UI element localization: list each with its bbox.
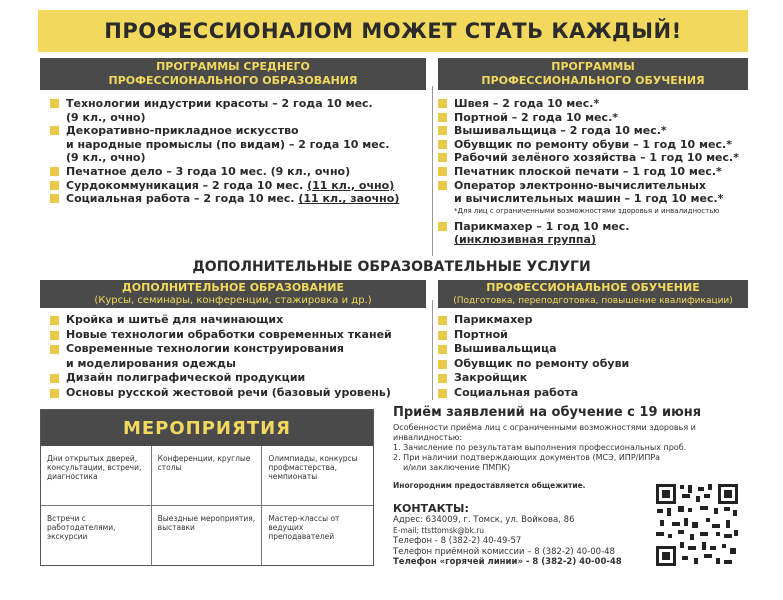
event-cell: Дни открытых дверей, консультации, встречи, диагностика xyxy=(41,446,152,506)
list-item: Парикмахер – 1 год 10 мес. (инклюзивная группа) xyxy=(438,220,758,247)
event-cell: Выездные мероприятия, выставки xyxy=(152,506,263,566)
bullet-icon xyxy=(438,126,447,135)
bullet-icon xyxy=(438,222,447,231)
spo-list xyxy=(50,97,430,206)
bullet-icon xyxy=(438,374,447,383)
list-item: Портной – 2 года 10 мес.* xyxy=(438,111,758,125)
bullet-icon xyxy=(50,374,59,383)
column-divider xyxy=(432,86,433,256)
list-item: Технологии индустрии красоты – 2 года 10 мес. (9 кл., очно) xyxy=(50,97,430,124)
bullet-icon xyxy=(438,167,447,176)
bullet-icon xyxy=(50,126,59,135)
spo-header xyxy=(40,58,426,90)
contact-address: Адрес: 634009, г. Томск, ул. Войкова, 86 xyxy=(393,515,575,525)
bullet-icon xyxy=(50,167,59,176)
column-divider xyxy=(432,300,433,400)
list-item: Социальная работа – 2 года 10 мес. (11 кл., заочно) xyxy=(50,192,430,206)
list-item: Вышивальщица – 2 года 10 мес.* xyxy=(438,124,758,138)
prof-list xyxy=(438,313,758,400)
list-item: Вышивальщица xyxy=(438,342,758,357)
contacts xyxy=(393,502,658,568)
events-title: МЕРОПРИЯТИЯ xyxy=(122,417,292,439)
bullet-icon xyxy=(438,181,447,190)
bullet-icon xyxy=(438,153,447,162)
po-list xyxy=(438,97,758,247)
bullet-icon xyxy=(438,99,447,108)
po-header-line2: ПРОФЕССИОНАЛЬНОГО ОБУЧЕНИЯ xyxy=(481,74,705,87)
list-item: Рабочий зелёного хозяйства – 1 год 10 мес.* xyxy=(438,151,758,165)
contact-phone[interactable]: Телефон - 8 (382-2) 40-49-57 xyxy=(393,536,522,546)
bullet-icon xyxy=(50,194,59,203)
list-item: Обувщик по ремонту обуви xyxy=(438,357,758,372)
bullet-icon xyxy=(50,331,59,340)
contact-email[interactable]: E-mail: ttsttomsk@bk.ru xyxy=(393,525,485,535)
bullet-icon xyxy=(50,389,59,398)
dop-header xyxy=(40,280,426,308)
section-title: ДОПОЛНИТЕЛЬНЫЕ ОБРАЗОВАТЕЛЬНЫЕ УСЛУГИ xyxy=(192,259,591,275)
admission-text: Особенности приёма лиц с ограниченными возможностями здоровья и инвалидностью: 1. Зачисление по результатам выполнения профессиональных проб. 2. При наличии подтверждающих документов (МСЭ, ИПР/ИПРа и/или заключение ПМПК) xyxy=(393,423,696,472)
admission-title: Приём заявлений на обучение с 19 июня xyxy=(393,405,702,420)
list-item: Портной xyxy=(438,328,758,343)
list-item: Декоративно-прикладное искусство и народные промыслы (по видам) – 2 года 10 мес. (9 кл., очно) xyxy=(50,124,430,165)
bullet-icon xyxy=(438,389,447,398)
list-item: Дизайн полиграфической продукции xyxy=(50,371,430,386)
list-item: Закройщик xyxy=(438,371,758,386)
bullet-icon xyxy=(50,181,59,190)
events-grid xyxy=(41,446,373,566)
dormitory-note: Иногородним предоставляется общежитие. xyxy=(393,481,586,490)
event-cell: Олимпиады, конкурсы профмастерства, чемпионаты xyxy=(262,446,373,506)
list-item: Новые технологии обработки современных тканей xyxy=(50,328,430,343)
admission-info xyxy=(393,405,763,490)
event-cell: Мастер-классы от ведущих преподавателей xyxy=(268,514,340,541)
bullet-icon xyxy=(438,345,447,354)
main-banner xyxy=(38,10,748,52)
po-header-line1: ПРОГРАММЫ xyxy=(551,60,635,73)
footnote: *Для лиц с ограниченными возможностями здоровья и инвалидностью xyxy=(454,206,720,215)
list-item: Оператор электронно-вычислительных и вычислительных машин – 1 год 10 мес.* xyxy=(438,179,758,206)
bullet-icon xyxy=(438,113,447,122)
list-item: Современные технологии конструирования и моделирования одежды xyxy=(50,342,430,371)
contact-hotline[interactable]: Телефон «горячей линии» - 8 (382-2) 40-00-48 xyxy=(393,557,622,567)
list-item: Печатник плоской печати – 1 год 10 мес.* xyxy=(438,165,758,179)
bullet-icon xyxy=(50,345,59,354)
prof-header-title: ПРОФЕССИОНАЛЬНОЕ ОБУЧЕНИЕ xyxy=(486,281,700,294)
dop-header-sub: (Курсы, семинары, конференции, стажировка и др.) xyxy=(94,295,372,306)
list-item: Парикмахер xyxy=(438,313,758,328)
spo-header-line2: ПРОФЕССИОНАЛЬНОГО ОБРАЗОВАНИЯ xyxy=(108,74,358,87)
bullet-icon xyxy=(50,99,59,108)
dop-list xyxy=(50,313,430,400)
list-item: Печатное дело – 3 года 10 мес. (9 кл., очно) xyxy=(50,165,430,179)
event-cell: Конференции, круглые столы xyxy=(152,446,263,506)
bullet-icon xyxy=(438,316,447,325)
list-item: Основы русской жестовой речи (базовый уровень) xyxy=(50,386,430,401)
qr-code-icon[interactable] xyxy=(654,482,740,568)
bullet-icon xyxy=(438,360,447,369)
list-item: Сурдокоммуникация – 2 года 10 мес. (11 кл., очно) xyxy=(50,179,430,193)
event-cell: Встречи с работодателями, экскурсии xyxy=(41,506,152,566)
events-table xyxy=(40,409,374,566)
bullet-icon xyxy=(438,331,447,340)
prof-header-sub: (Подготовка, переподготовка, повышение квалификации) xyxy=(453,296,733,306)
po-header xyxy=(438,58,748,90)
banner-title: ПРОФЕССИОНАЛОМ МОЖЕТ СТАТЬ КАЖДЫЙ! xyxy=(104,19,682,43)
events-header xyxy=(41,410,373,446)
contact-admission-phone[interactable]: Телефон приёмной комиссии – 8 (382-2) 40-00-48 xyxy=(393,546,615,557)
list-item: Обувщик по ремонту обуви – 1 год 10 мес.* xyxy=(438,138,758,152)
bullet-icon xyxy=(438,140,447,149)
list-item: Социальная работа xyxy=(438,386,758,401)
list-item: Кройка и шитьё для начинающих xyxy=(50,313,430,328)
dop-header-title: ДОПОЛНИТЕЛЬНОЕ ОБРАЗОВАНИЕ xyxy=(122,281,344,294)
contacts-title: КОНТАКТЫ: xyxy=(393,502,469,515)
list-item: Швея – 2 года 10 мес.* xyxy=(438,97,758,111)
prof-header xyxy=(438,280,748,308)
bullet-icon xyxy=(50,316,59,325)
spo-header-line1: ПРОГРАММЫ СРЕДНЕГО xyxy=(156,60,310,73)
